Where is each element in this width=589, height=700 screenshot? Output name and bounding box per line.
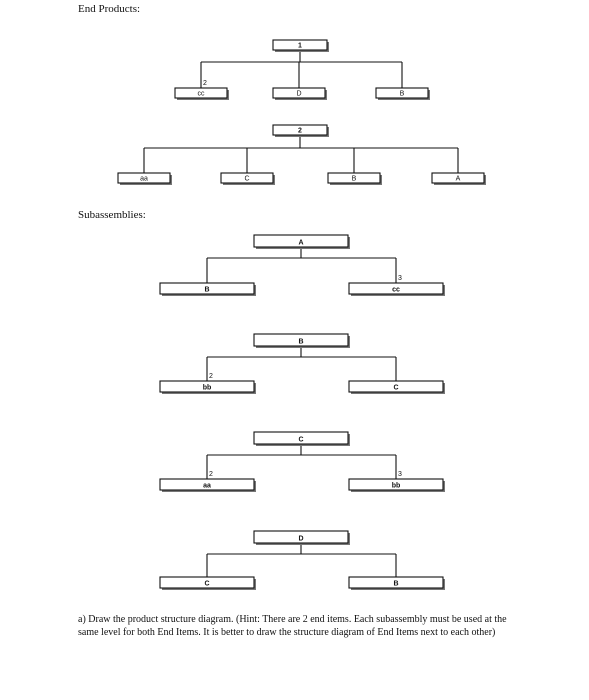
- quantity-label-3-2: 3: [398, 275, 402, 282]
- quantity-label-4-1: 2: [209, 373, 213, 380]
- child-label-4-1: bb: [202, 384, 212, 392]
- child-label-3-2: cc: [392, 286, 400, 294]
- child-label-2-1: aa: [140, 175, 148, 183]
- quantity-label-1-1: 2: [203, 80, 207, 87]
- parent-label-2: 2: [298, 127, 302, 135]
- child-label-5-2: bb: [391, 482, 401, 490]
- child-label-6-2: B: [393, 580, 399, 588]
- question-text: a) Draw the product structure diagram. (Hint: There are 2 end items. Each subassembly must be used at the same level for both End Items. It is better to draw the structure diagram of End Items next to each other): [78, 614, 507, 638]
- child-label-3-1: B: [204, 286, 210, 294]
- parent-label-3: A: [298, 239, 304, 247]
- child-label-5-1: aa: [203, 482, 211, 490]
- end-products-heading: End Products:: [78, 3, 141, 15]
- parent-label-6: D: [298, 535, 304, 543]
- parent-label-5: C: [298, 436, 304, 444]
- child-label-2-4: A: [455, 175, 461, 183]
- child-label-2-3: B: [351, 175, 357, 183]
- child-label-1-1: cc: [197, 90, 205, 98]
- child-label-2-2: C: [244, 175, 250, 183]
- parent-label-4: B: [298, 338, 304, 346]
- child-label-1-2: D: [296, 90, 302, 98]
- subassemblies-heading: Subassemblies:: [78, 209, 146, 221]
- quantity-label-5-1: 2: [209, 471, 213, 478]
- child-label-1-3: B: [399, 90, 405, 98]
- quantity-label-5-2: 3: [398, 471, 402, 478]
- parent-label-1: 1: [298, 42, 302, 50]
- child-label-6-1: C: [204, 580, 210, 588]
- child-label-4-2: C: [393, 384, 399, 392]
